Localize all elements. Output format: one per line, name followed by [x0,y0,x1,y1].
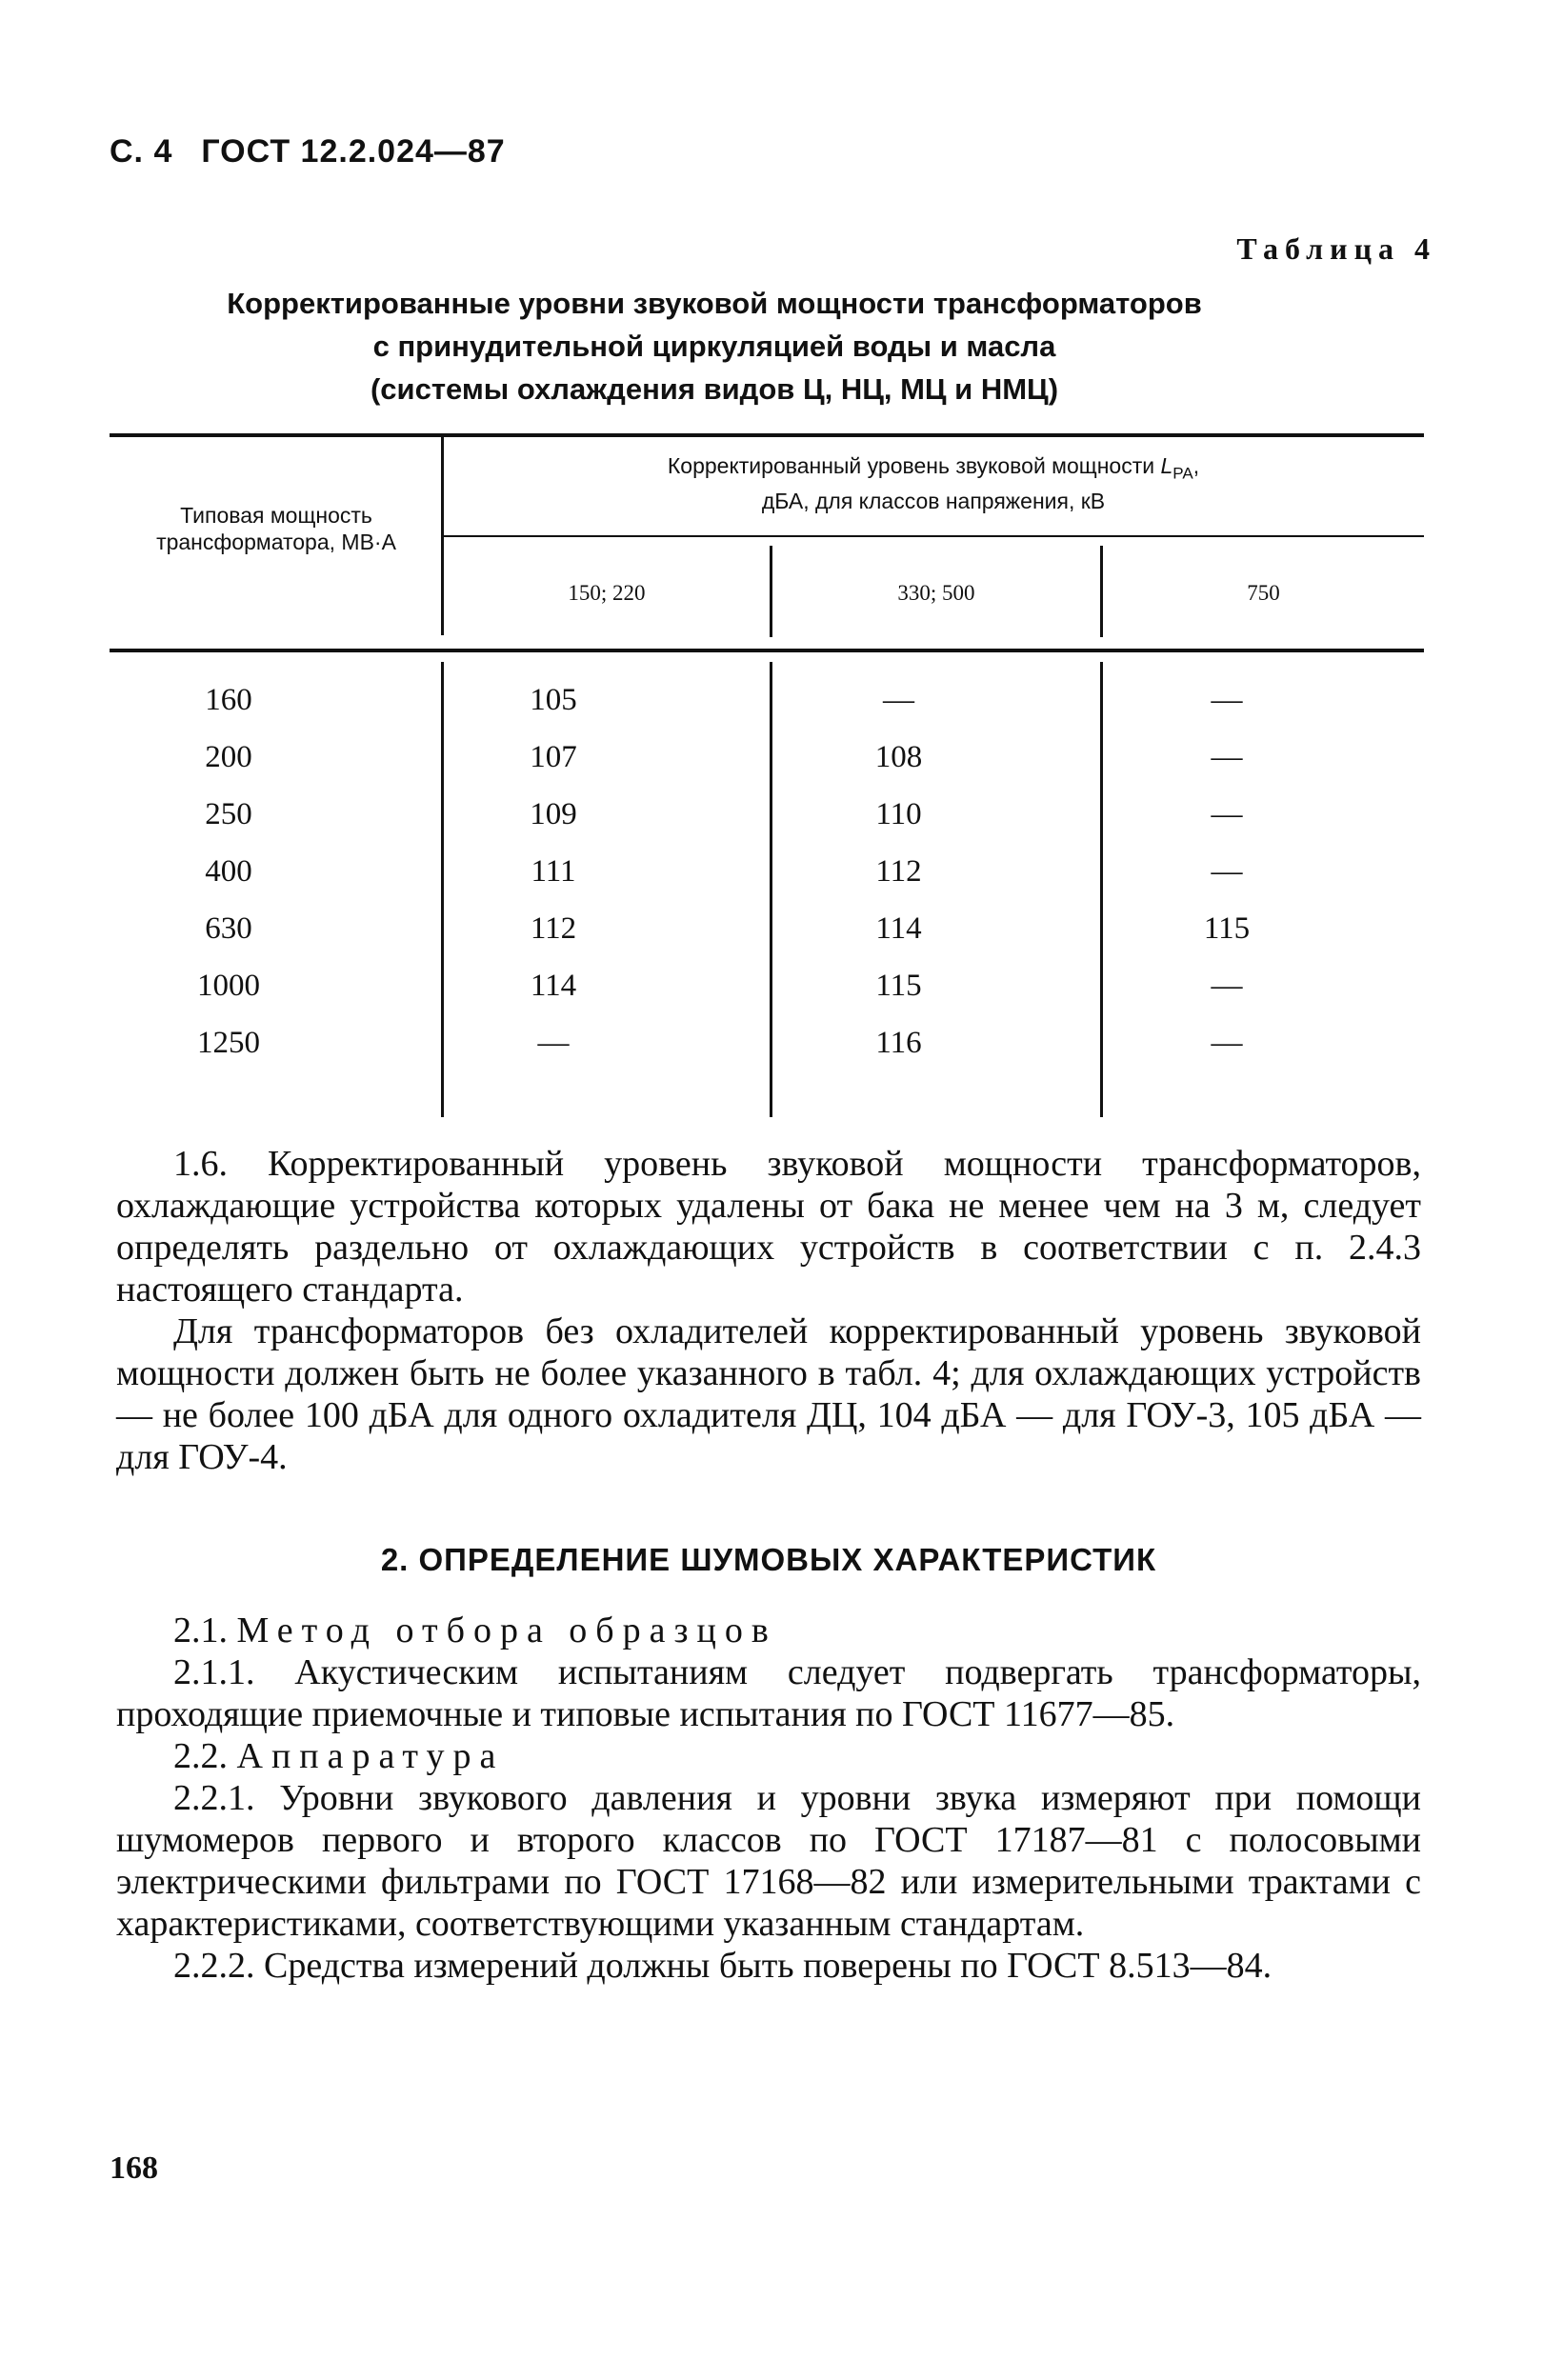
table-cell: 115 [875,969,922,1003]
section-heading: 2. ОПРЕДЕЛЕНИЕ ШУМОВЫХ ХАРАКТЕРИСТИК [380,1542,1157,1577]
table-cell: 112 [875,854,922,889]
table-cell: 1250 [197,1026,260,1060]
col-header-voltage: 150; 220 [568,581,646,605]
table-cell: — [1211,797,1243,831]
table-cell: 630 [205,911,252,946]
subsection-title: Аппаратура [236,1736,505,1776]
table-cell: 110 [875,797,922,831]
page-number: 168 [110,2150,158,2186]
table-cell: — [1211,683,1243,717]
col-header-voltage: 750 [1247,581,1280,605]
table-cell: 250 [205,797,252,831]
header-divider-rule [443,535,1424,537]
standard-number: ГОСТ 12.2.024—87 [201,133,506,170]
table-cell: 111 [531,854,576,889]
table-cell: — [1211,969,1243,1003]
table-title [152,282,1276,410]
col-header-voltage: 330; 500 [897,581,975,605]
table-cell: 1000 [197,969,260,1003]
table-cell: 112 [530,911,577,946]
header-bottom-rule [110,649,1424,652]
table-label: Таблица 4 [1236,231,1436,266]
table-title-line: (системы охлаждения видов Ц, НЦ, МЦ и НМЦ) [370,372,1059,406]
subsection-title: Метод отбора образцов [236,1610,777,1650]
table-cell: 109 [530,797,577,831]
paragraph-2-2-2: 2.2.2. Средства измерений должны быть поверены по ГОСТ 8.513—84. [173,1946,1272,1986]
table-title-line: с принудительной циркуляцией воды и масла [372,330,1056,363]
table-cell: — [1211,740,1243,774]
paragraph-1-6-cont: Для трансформаторов без охладителей корректированный уровень звуковой мощности должен быть не более указанного в табл. 4; для охлаждающих устройств — не более 100 дБА для одного охладителя ДЦ, 104 дБА — для ГОУ-3, 105 дБА — для ГОУ-4. [116,1311,1421,1477]
paragraph-2-2-1: 2.2.1. Уровни звукового давления и уровни звука измеряют при помощи шумомеров первого и второго классов по ГОСТ 17187—81 с полосовыми электрическими фильтрами по ГОСТ 17168—82 или измерительными трактами с характеристиками, соответствующими указанным стандартам. [116,1778,1421,1944]
table-cell: 114 [530,969,577,1003]
subsection-heading-2-2: 2.2. Аппаратура [173,1736,505,1776]
table-cell: 105 [530,683,577,717]
col-header-power: Типовая мощность трансформатора, МВ·А [156,503,396,554]
page-label: С. 4 [110,133,173,170]
table-title-line: Корректированные уровни звуковой мощности трансформаторов [227,287,1202,320]
table-cell: 200 [205,740,252,774]
table-cell: 116 [875,1026,922,1060]
table-cell: — [537,1026,570,1060]
table-cell: 400 [205,854,252,889]
col-header-group: Корректированный уровень звуковой мощности $L_{PA}$, дБА, для классов напряжения, кВ [667,453,1200,513]
page-header [110,133,506,170]
symbol-L: L [1160,453,1173,478]
table-cell: — [1211,1026,1243,1060]
table-top-rule [110,433,1424,437]
table-cell: 108 [874,740,923,774]
table-cell: — [1211,854,1243,889]
body-text [116,1143,1421,1987]
noise-level-table [110,433,1424,1119]
table-cell: 160 [205,683,252,717]
table-cell: 114 [875,911,922,946]
table-cell: 115 [1203,911,1251,946]
paragraph-2-1-1: 2.1.1. Акустическим испытаниям следует подвергать трансформаторы, проходящие приемочные и типовые испытания по ГОСТ 11677—85. [116,1652,1421,1734]
table-cell: — [883,683,914,717]
symbol-subscript: PA [1172,464,1193,483]
paragraph-1-6: 1.6. Корректированный уровень звуковой мощности трансформаторов, охлаждающие устройства которых удалены от бака не менее чем на 3 м, следует определять раздельно от охлаждающих устройств в соответствии с п. 2.4.3 настоящего стандарта. [116,1144,1421,1310]
table-cell: 107 [530,740,577,774]
subsection-heading-2-1: 2.1. Метод отбора образцов [173,1610,777,1650]
